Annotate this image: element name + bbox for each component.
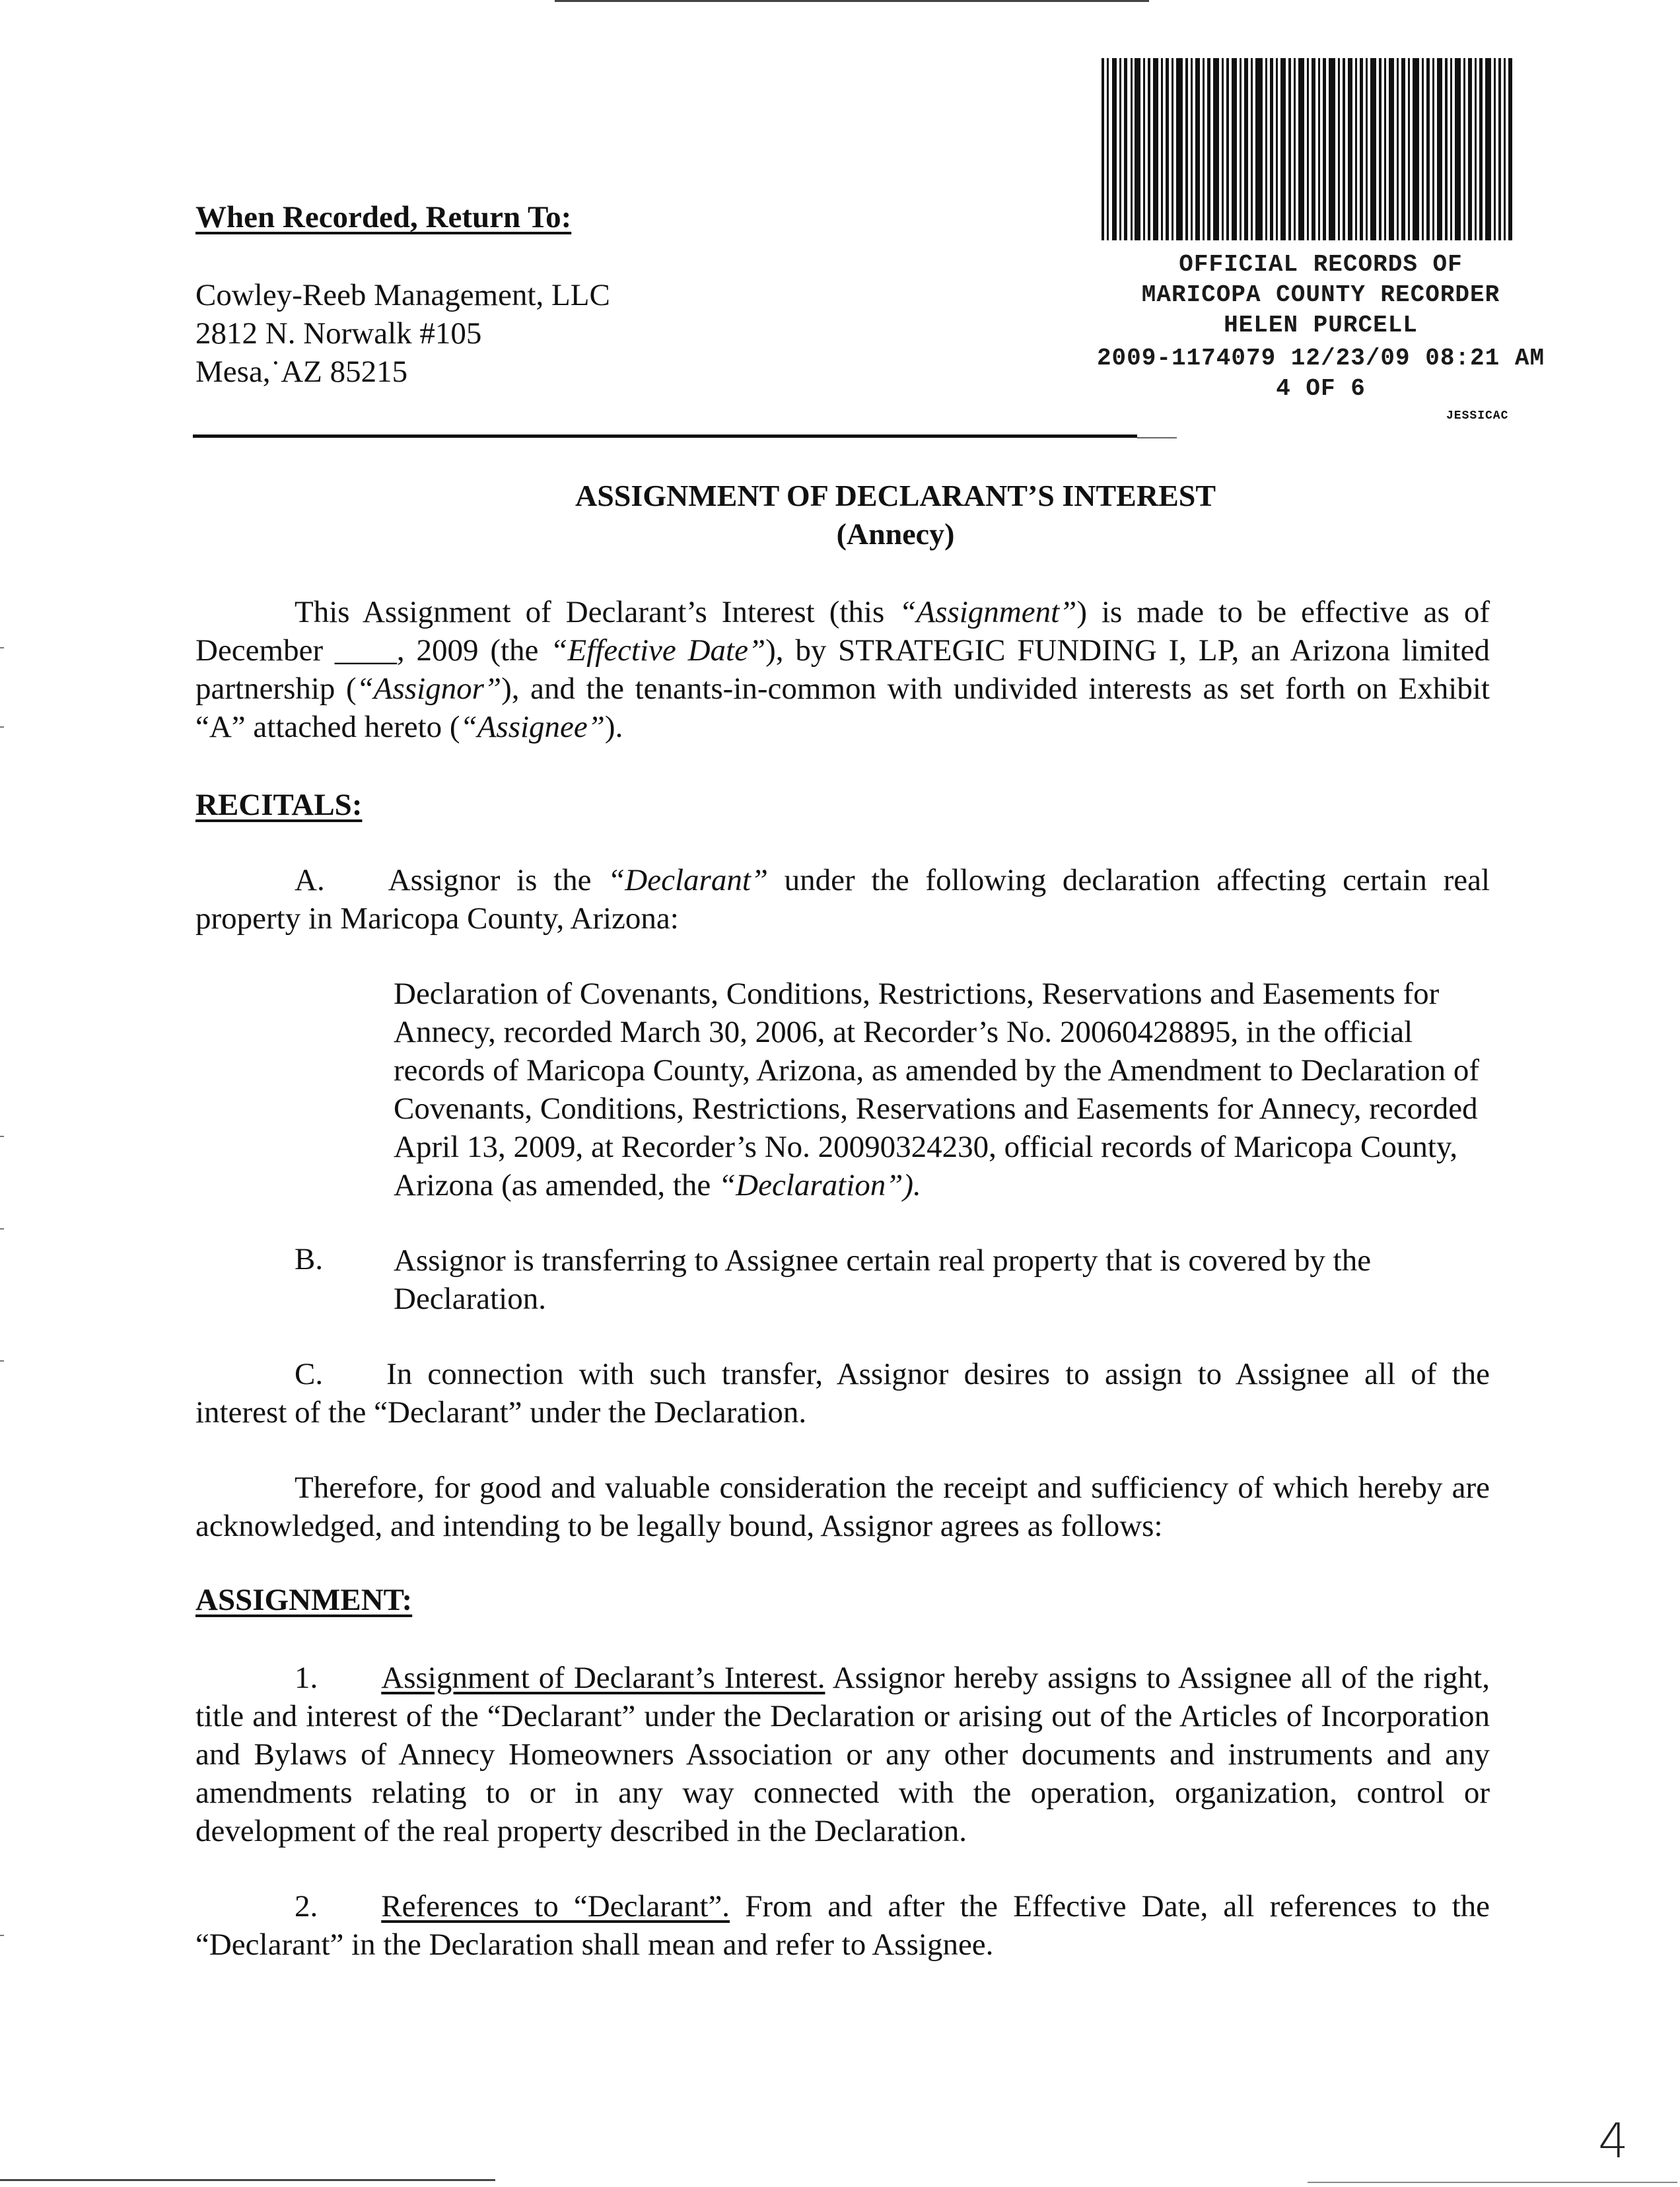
intro-text-4: ), and the tenants-in-common with undivided interests as set forth on Exhibit “A” attached hereto (: [195, 672, 1490, 744]
intro-defined-assignor: “Assignor”: [356, 672, 502, 706]
scan-bottom-rule: [0, 2179, 495, 2181]
declaration-reference-text: Declaration of Covenants, Conditions, Restrictions, Reservations and Easements for Annecy, recorded March 30, 2006, at Recorder’s No. 20060428895, in the official records of Maricopa County, Arizona, as amended by the Amendment to Declaration of Covenants, Conditions, Restrictions, Reservations and Easements for Annecy, recorded April 13, 2009, at Recorder’s No. 20090324230, official records of Maricopa County, Arizona (as amended, the: [394, 977, 1480, 1202]
intro-defined-assignment: “Assignment”: [899, 595, 1077, 629]
intro-paragraph: [195, 593, 1490, 746]
recorder-stamp-line-1: OFFICIAL RECORDS OF: [1179, 251, 1463, 278]
assignment-section-2: [195, 1887, 1490, 1964]
recorder-stamp-line-2: MARICOPA COUNTY RECORDER: [1141, 281, 1500, 308]
scan-top-rule: [555, 0, 1149, 2]
intro-text-2: ) is made to be effective as of December ____, 2009 (the: [195, 595, 1490, 668]
declaration-reference-block: [394, 975, 1490, 1204]
edge-mark: [0, 1935, 4, 1936]
recital-a-text-1: Assignor is the: [388, 863, 608, 897]
section-1-text: Assignor hereby assigns to Assignee all of the right, title and interest of the “Declarant” under the Declaration or arising out of the Articles of Incorporation and Bylaws of Annecy Homeowners Association or any other documents and instruments and any amendments relating to or in any way connected with the operation, organization, control or development of the real property described in the Declaration.: [195, 1661, 1490, 1848]
recital-a-text-2: under the following declaration affecting certain real property in Maricopa County, Arizona:: [195, 863, 1490, 936]
recorder-stamp-line-3: HELEN PURCELL: [1224, 312, 1418, 339]
section-1-number: 1.: [295, 1661, 318, 1695]
return-to-heading: When Recorded, Return To:: [195, 200, 572, 234]
intro-defined-effective-date: “Effective Date”: [550, 633, 766, 668]
recital-b-text: Assignor is transferring to Assignee certain real property that is covered by the Declaration.: [394, 1243, 1372, 1316]
recital-c-text: In connection with such transfer, Assignor desires to assign to Assignee all of the interest of the “Declarant” under the Declaration.: [195, 1357, 1490, 1430]
recital-c: [195, 1355, 1490, 1432]
intro-text-5: ).: [604, 710, 623, 744]
return-address-line-2: 2812 N. Norwalk #105: [195, 316, 482, 351]
section-2-title: References to “Declarant”.: [381, 1889, 730, 1924]
edge-mark: [0, 647, 4, 648]
edge-mark: [0, 1136, 4, 1137]
return-address-line-1: Cowley-Reeb Management, LLC: [195, 278, 610, 312]
recital-b-letter: B.: [295, 1242, 324, 1276]
recital-c-letter: C.: [295, 1357, 324, 1391]
recitals-heading: RECITALS:: [195, 788, 363, 822]
edge-mark: [0, 1360, 4, 1362]
assignment-heading: ASSIGNMENT:: [195, 1583, 413, 1617]
handwritten-page-number: 4: [1598, 2113, 1628, 2169]
therefore-paragraph: [195, 1469, 1490, 1545]
barcode: [1102, 58, 1512, 240]
document-title: ASSIGNMENT OF DECLARANT’S INTEREST: [575, 479, 1216, 512]
header-divider-tail: [1137, 437, 1177, 438]
recital-a-defined-declarant: “Declarant”: [608, 863, 769, 897]
recorder-clerk-id: JESSICAC: [1446, 409, 1509, 423]
header-divider: [193, 434, 1137, 438]
edge-mark: [0, 1228, 4, 1230]
return-address-line-3: Mesa,˙AZ 85215: [195, 355, 408, 389]
declaration-defined-term: “Declaration”).: [718, 1168, 921, 1202]
section-2-text: From and after the Effective Date, all references to the “Declarant” in the Declaration shall mean and refer to Assignee.: [195, 1889, 1490, 1962]
assignment-section-1: [195, 1659, 1490, 1850]
recorder-stamp-line-4: 2009-1174079 12/23/09 08:21 AM: [1096, 345, 1545, 372]
recorder-stamp-line-5: 4 OF 6: [1276, 375, 1366, 402]
therefore-text: Therefore, for good and valuable consideration the receipt and sufficiency of which hereby are acknowledged, and intending to be legally bound, Assignor agrees as follows:: [195, 1471, 1490, 1543]
intro-defined-assignee: “Assignee”: [460, 710, 605, 744]
intro-text-1: This Assignment of Declarant’s Interest (this: [295, 595, 899, 629]
section-1-title: Assignment of Declarant’s Interest.: [381, 1661, 825, 1695]
recital-a: [195, 861, 1490, 938]
document-subtitle: (Annecy): [836, 517, 955, 551]
intro-text-3: ), by STRATEGIC FUNDING I, LP, an Arizona limited partnership (: [195, 633, 1490, 706]
edge-mark: [0, 726, 4, 728]
scan-bottom-rule-right: [1308, 2182, 1677, 2183]
recital-a-letter: A.: [295, 863, 325, 897]
section-2-number: 2.: [295, 1889, 318, 1924]
